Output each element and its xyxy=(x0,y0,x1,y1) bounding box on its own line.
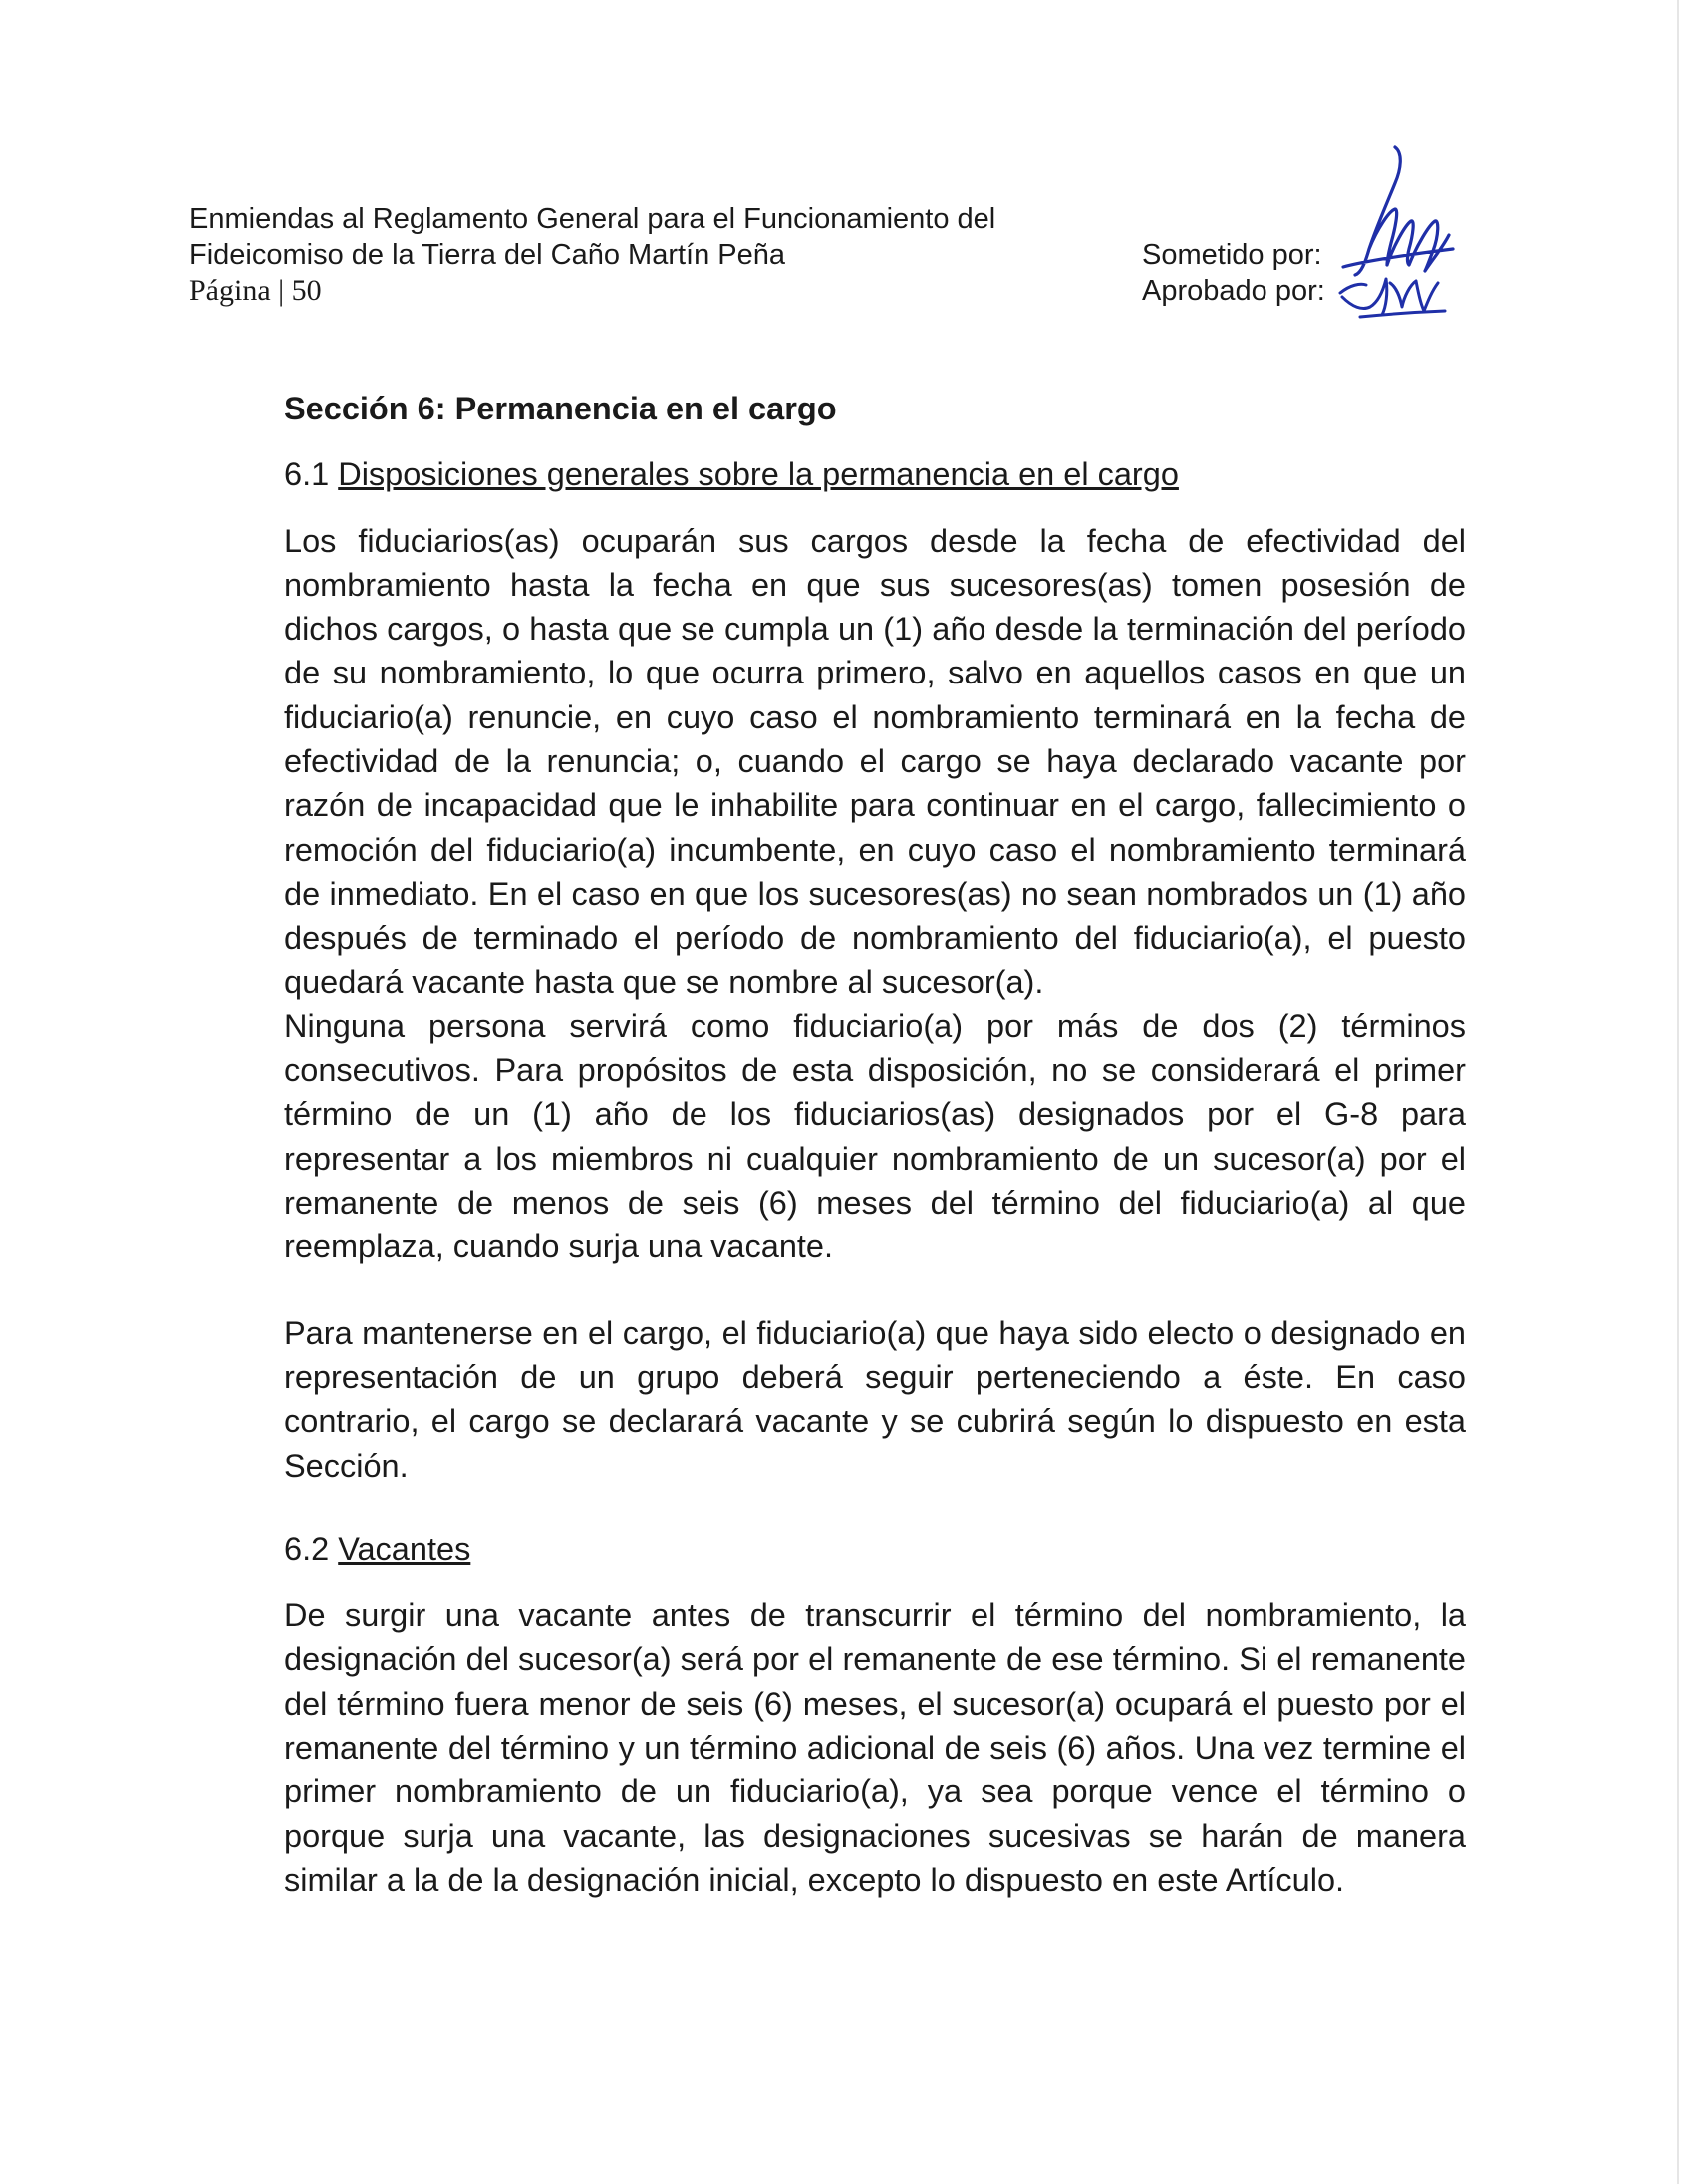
subsection-number: 6.2 xyxy=(284,1530,339,1567)
subsection-6-1-heading xyxy=(284,452,1466,496)
page-edge xyxy=(1677,0,1679,2184)
approved-signature xyxy=(1330,267,1450,327)
subsection-title: Disposiciones generales sobre la permanencia en el cargo xyxy=(338,456,1179,493)
section-title: Sección 6: Permanencia en el cargo xyxy=(284,391,837,426)
spacer xyxy=(284,1269,1466,1311)
header-title-line-1: Enmiendas al Reglamento General para el Funcionamiento del xyxy=(189,203,996,235)
document-header xyxy=(189,201,995,309)
approved-by-label: Aprobado por: xyxy=(1142,275,1325,307)
spacer xyxy=(284,1488,1466,1527)
submitted-by-label: Sometido por: xyxy=(1142,239,1322,271)
approval-block xyxy=(1142,237,1325,309)
paragraph-vacancies: De surgir una vacante antes de transcurrir el término del nombramiento, la designación del sucesor(a) será por el remanente de ese término. Si el remanente del término fuera menor de seis (6) meses, el sucesor(a) ocupará el puesto por el remanente del término y un término adicional de seis (6) años. Una vez termine el primer nombramiento de un fiduciario(a), ya sea porque vence el término o porque surja una vacante, las designaciones sucesivas se harán de manera similar a la de la designación inicial, excepto lo dispuesto en este Artículo. xyxy=(284,1597,1466,1898)
subsection-number: 6.1 xyxy=(284,456,339,493)
header-title-line-2: Fideicomiso de la Tierra del Caño Martín Peña xyxy=(189,239,786,271)
paragraph-group-membership: Para mantenerse en el cargo, el fiduciario(a) que haya sido electo o designado en representación de un grupo deberá seguir perteneciendo a éste. En caso contrario, el cargo se declarará vacante y se cubrirá según lo dispuesto en esta Sección. xyxy=(284,1314,1466,1484)
subsection-title: Vacantes xyxy=(338,1530,471,1567)
subsection-6-2-heading xyxy=(284,1527,1466,1571)
paragraph-term-duration: Los fiduciarios(as) ocuparán sus cargos desde la fecha de efectividad del nombramiento hasta la fecha en que sus sucesores(as) tomen posesión de dichos cargos, o hasta que se cumpla un (1) año desde la terminación del período de su nombramiento, lo que ocurra primero, salvo en aquellos casos en que un fiduciario(a) renuncie, en cuyo caso el nombramiento terminará en la fecha de efectividad de la renuncia; o, cuando el cargo se haya declarado vacante por razón de incapacidad que le inhabilite para continuar en el cargo, fallecimiento o remoción del fiduciario(a) incumbente, en cuyo caso el nombramiento terminará de inmediato. En el caso en que los sucesores(as) no sean nombrados un (1) año después de terminado el período de nombramiento del fiduciario(a), el puesto quedará vacante hasta que se nombre al sucesor(a). xyxy=(284,522,1466,1000)
page-number: Página | 50 xyxy=(189,274,322,307)
paragraph-term-limits: Ninguna persona servirá como fiduciario(a) por más de dos (2) términos consecutivos. Para propósitos de esta disposición, no se considerará el primer término de un (1) año de los fiduciarios(as) designados por el G-8 para representar a los miembros ni cualquier nombramiento de un sucesor(a) por el remanente de menos de seis (6) meses del término del fiduciario(a) al que reemplaza, cuando surja una vacante. xyxy=(284,1007,1466,1265)
document-body xyxy=(284,387,1466,1902)
